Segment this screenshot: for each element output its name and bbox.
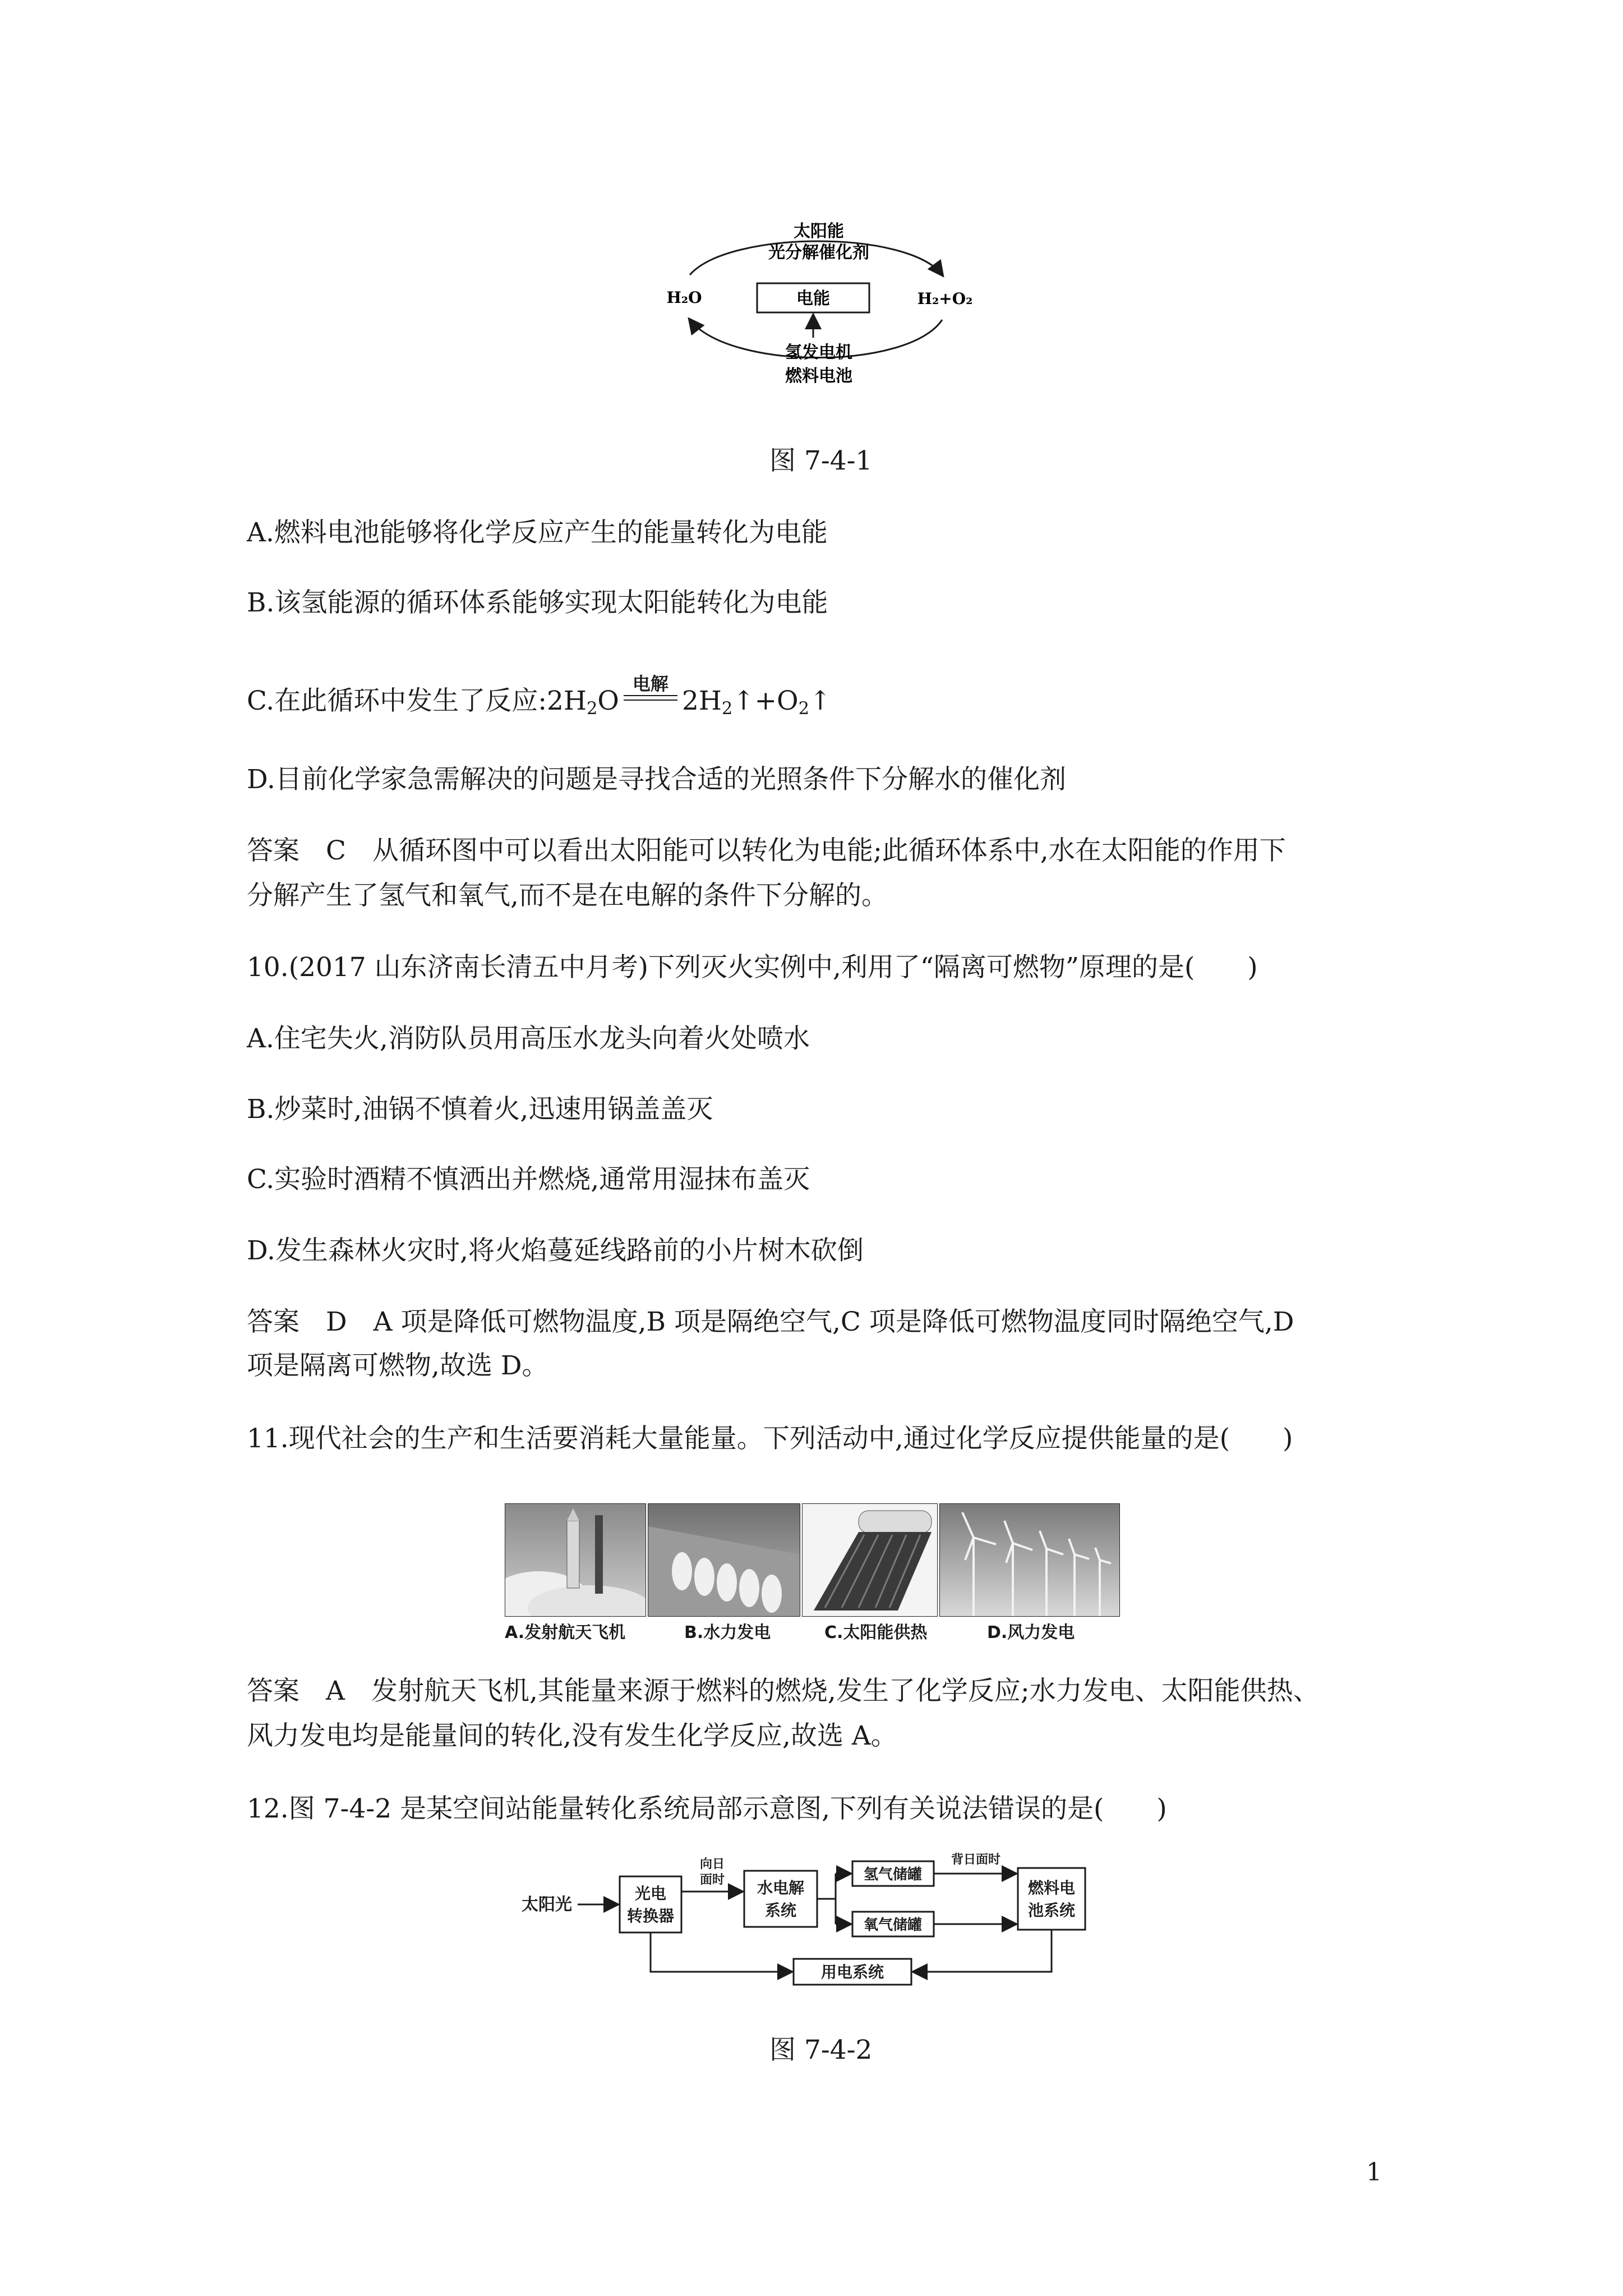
label-photocatalyst: 光分解催化剂: [768, 243, 869, 263]
q9-option-a: A.燃料电池能够将化学反应产生的能量转化为电能: [247, 517, 828, 548]
label-fuelcell-2: 池系统: [1027, 1901, 1076, 1920]
label-day-2: 面时: [699, 1873, 725, 1887]
figure-7-4-2-caption: 图 7-4-2: [769, 2035, 873, 2065]
photo-label-b: B.水力发电: [684, 1623, 771, 1642]
label-h2-tank: 氢气储罐: [863, 1866, 923, 1883]
label-solar: 太阳能: [794, 222, 844, 241]
photo-shuttle-launch: [505, 1503, 646, 1617]
label-sunlight: 太阳光: [522, 1895, 572, 1915]
label-electrolysis-2: 系统: [764, 1901, 797, 1920]
label-day-1: 向日: [699, 1857, 725, 1871]
q9-option-b: B.该氢能源的循环体系能够实现太阳能转化为电能: [247, 587, 828, 618]
q9-option-d: D.目前化学家急需解决的问题是寻找合适的光照条件下分解水的催化剂: [247, 764, 1066, 795]
q9-option-c-prefix: C.在此循环中发生了反应:2H: [247, 685, 587, 716]
subscript: 2: [798, 699, 809, 719]
figure-7-4-1: [662, 208, 976, 398]
condition-text: 电解: [632, 673, 668, 694]
label-h2-o2: H₂+O₂: [917, 289, 973, 308]
q12-stem: 12.图 7-4-2 是某空间站能量转化系统局部示意图,下列有关说法错误的是( ): [247, 1793, 1167, 1824]
q9-option-c: [247, 673, 832, 726]
q11-photo-strip: [505, 1503, 1133, 1644]
photo-label-c: C.太阳能供热: [824, 1623, 928, 1642]
label-converter-2: 转换器: [626, 1907, 675, 1925]
q10-stem: 10.(2017 山东济南长清五中月考)下列灭火实例中,利用了“隔离可燃物”原理的是( ): [247, 952, 1258, 983]
q9-option-c-tail: ↑: [809, 685, 832, 716]
photo-solar-heater: [802, 1503, 938, 1617]
q10-option-c: C.实验时酒精不慎洒出并燃烧,通常用湿抹布盖灭: [247, 1164, 810, 1195]
equals-bar-bottom: [624, 700, 677, 701]
label-night: 背日面时: [951, 1853, 1001, 1867]
q10-option-b: B.炒菜时,油锅不慎着火,迅速用锅盖盖灭: [247, 1094, 713, 1125]
q10-option-a: A.住宅失火,消防队员用高压水龙头向着火处喷水: [247, 1023, 810, 1054]
photo-label-d: D.风力发电: [987, 1623, 1075, 1642]
subscript: 2: [586, 699, 598, 719]
q10-answer-line1: 答案 D A 项是降低可燃物温度,B 项是隔绝空气,C 项是降低可燃物温度同时隔绝空气,D: [247, 1306, 1294, 1337]
equals-bar-top: [624, 695, 677, 696]
label-converter-1: 光电: [634, 1884, 667, 1903]
label-electric-energy: 电能: [796, 289, 830, 309]
fuelcell-box: [1018, 1868, 1085, 1930]
label-o2-tank: 氧气储罐: [863, 1917, 923, 1934]
q9-option-c-product2: ↑+O: [732, 685, 799, 716]
arrow-converter-to-consumer: [651, 1932, 791, 1972]
label-electrolysis-1: 水电解: [757, 1879, 805, 1897]
q11-answer-line2: 风力发电均是能量间的转化,没有发生化学反应,故选 A。: [247, 1720, 897, 1751]
q9-answer-line1: 答案 C 从循环图中可以看出太阳能可以转化为电能;此循环体系中,水在太阳能的作用下: [247, 835, 1286, 866]
arrow-fuelcell-to-consumer: [914, 1930, 1052, 1972]
q11-answer-line1: 答案 A 发射航天飞机,其能量来源于燃料的燃烧,发生了化学反应;水力发电、太阳能供热、: [247, 1676, 1320, 1706]
photo-wind-turbines: [939, 1503, 1120, 1617]
label-consumer: 用电系统: [820, 1963, 884, 1981]
q9-answer-line2: 分解产生了氢气和氧气,而不是在电解的条件下分解的。: [247, 880, 888, 911]
figure-7-4-1-caption: 图 7-4-1: [769, 445, 873, 476]
photo-label-a: A.发射航天飞机: [505, 1623, 626, 1642]
q9-option-c-mid: O: [597, 685, 619, 716]
q10-answer-line2: 项是隔离可燃物,故选 D。: [247, 1350, 548, 1381]
q10-option-d: D.发生森林火灾时,将火焰蔓延线路前的小片树木砍倒: [247, 1235, 864, 1266]
figure-7-4-2: [522, 1851, 1116, 1997]
label-hydrogen-generator: 氢发电机: [785, 343, 852, 362]
label-fuelcell-1: 燃料电: [1027, 1879, 1076, 1897]
subscript: 2: [721, 699, 733, 719]
label-fuel-cell: 燃料电池: [785, 366, 852, 386]
q11-stem: 11.现代社会的生产和生活要消耗大量能量。下列活动中,通过化学反应提供能量的是( ): [247, 1423, 1293, 1454]
reaction-condition: [624, 673, 677, 714]
label-water: H₂O: [666, 288, 702, 307]
photo-hydropower-dam: [648, 1503, 800, 1617]
page-number: 1: [1366, 2158, 1382, 2187]
q9-option-c-product1: 2H: [681, 685, 722, 716]
